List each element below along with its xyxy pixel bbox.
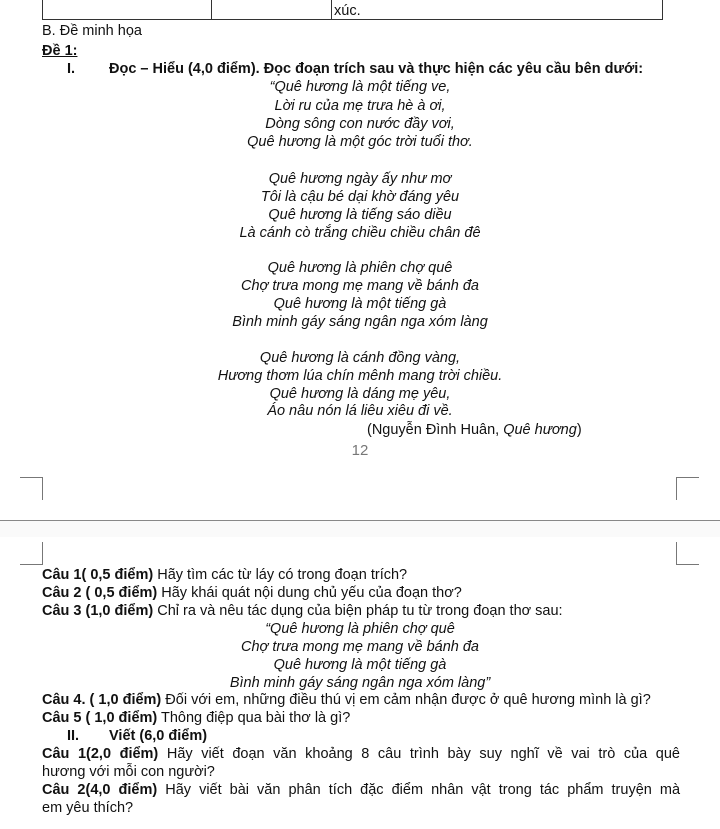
poem-line: Quê hương là phiên chợ quê	[267, 260, 453, 276]
writing-2-line1	[42, 781, 680, 799]
question-label: Câu 2 ( 0,5 điểm)	[42, 585, 158, 601]
table-border	[331, 0, 332, 19]
poem-line: Hương thơm lúa chín mênh mang trời chiều.	[217, 368, 503, 384]
question-label: Câu 5 ( 1,0 điểm)	[42, 710, 158, 726]
poem-line: Quê hương là dáng mẹ yêu,	[269, 386, 451, 402]
part2-heading: Viết (6,0 điểm)	[109, 728, 208, 744]
page-corner-mark	[676, 477, 699, 500]
page-corner-mark	[20, 477, 43, 500]
poem-line: Quê hương là tiếng sáo diều	[268, 207, 452, 223]
source-title: Quê hương	[503, 422, 577, 438]
poem-line: Quê hương là cánh đồng vàng,	[259, 350, 461, 366]
table-cell-text: xúc.	[334, 3, 361, 19]
question-label: Câu 1(2,0 điểm)	[42, 746, 159, 762]
quote-line: Quê hương là một tiếng gà	[273, 657, 447, 673]
poem-source	[367, 421, 582, 439]
part1-heading: Đọc – Hiểu (4,0 điểm). Đọc đoạn trích sau và thực hiện các yêu cầu bên dưới:	[109, 61, 644, 77]
quote-line: Bình minh gáy sáng ngân nga xóm làng”	[229, 675, 491, 691]
question-2	[42, 584, 462, 602]
question-text: Hãy tìm các từ láy có trong đoạn trích?	[153, 567, 408, 583]
exam-label: Đề 1:	[42, 43, 78, 59]
page-corner-mark	[20, 542, 43, 565]
poem-line: Lời ru của mẹ trưa hè à ơi,	[274, 98, 446, 114]
page-number: 12	[351, 442, 369, 459]
question-4	[42, 691, 651, 709]
quote-line: “Quê hương là phiên chợ quê	[265, 621, 455, 637]
poem-line: Là cánh cò trắng chiều chiều chân đê	[239, 225, 481, 241]
question-label: Câu 1( 0,5 điểm)	[42, 567, 154, 583]
question-3	[42, 602, 563, 620]
poem-line: Tôi là cậu bé dại khờ đáng yêu	[260, 189, 460, 205]
question-5	[42, 709, 350, 727]
question-text: Hãy viết đoạn văn khoảng 8 câu trình bày suy nghĩ về vai trò của quê	[158, 746, 680, 762]
quote-line: Chợ trưa mong mẹ mang về bánh đa	[241, 639, 479, 655]
writing-1-line2: hương với mỗi con người?	[42, 764, 215, 780]
part1-number: I.	[67, 61, 76, 77]
question-label: Câu 2(4,0 điểm)	[42, 782, 158, 798]
page-gap	[0, 521, 720, 537]
poem-line: Quê hương là một góc trời tuổi thơ.	[247, 134, 473, 150]
poem-line: Chợ trưa mong mẹ mang về bánh đa	[241, 278, 479, 294]
question-text: Chỉ ra và nêu tác dụng của biện pháp tu từ trong đoạn thơ sau:	[153, 603, 563, 619]
question-text: Hãy khái quát nội dung chủ yếu của đoạn thơ?	[157, 585, 462, 601]
question-text: Đối với em, những điều thú vị em cảm nhận được ở quê hương mình là gì?	[161, 692, 651, 708]
poem-line: “Quê hương là một tiếng ve,	[269, 79, 451, 95]
question-1	[42, 566, 407, 584]
poem-line: Áo nâu nón lá liêu xiêu đi về.	[267, 403, 453, 419]
page-corner-mark	[676, 542, 699, 565]
poem-line: Quê hương là một tiếng gà	[273, 296, 447, 312]
table-border	[662, 0, 663, 19]
source-suffix: )	[576, 422, 582, 438]
table-border	[211, 0, 212, 19]
question-text: Thông điệp qua bài thơ là gì?	[157, 710, 351, 726]
question-text: Hãy viết bài văn phân tích đặc điểm nhân vật trong tác phẩm truyện mà	[157, 782, 681, 798]
writing-1-line1	[42, 745, 680, 763]
poem-line: Quê hương ngày ấy như mơ	[268, 171, 452, 187]
question-label: Câu 4. ( 1,0 điểm)	[42, 692, 162, 708]
source-author: (Nguyễn Đình Huân,	[367, 422, 504, 438]
question-label: Câu 3 (1,0 điểm)	[42, 603, 154, 619]
poem-line: Dòng sông con nước đầy vơi,	[265, 116, 455, 132]
writing-2-line2: em yêu thích?	[42, 800, 134, 816]
section-title: B. Đề minh họa	[42, 23, 142, 39]
part2-number: II.	[67, 728, 80, 744]
poem-line: Bình minh gáy sáng ngân nga xóm làng	[232, 314, 488, 330]
table-border	[42, 0, 43, 19]
